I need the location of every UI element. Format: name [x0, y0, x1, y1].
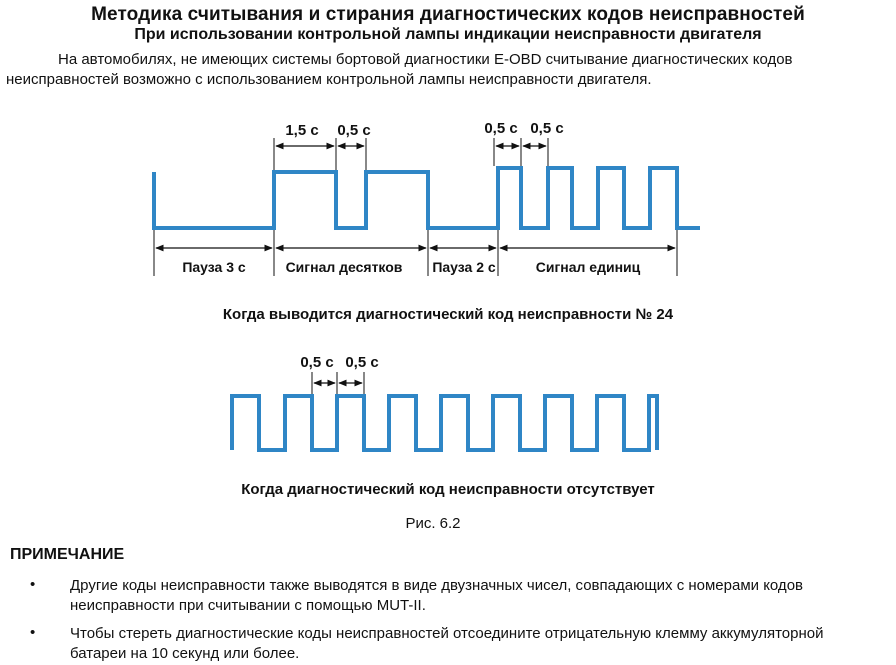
segment-pause-3s: Пауза 3 с [182, 259, 246, 275]
intro-paragraph: На автомобилях, не имеющих системы бортовой диагностики E-OBD считывание диагностических кодов неисправностей возможно с использованием контрольной лампы неисправности двигателя. [6, 51, 793, 88]
timing-label-2-a: 0,5 с [300, 354, 334, 371]
timing-label-0-5s-a: 0,5 с [337, 122, 371, 139]
bullet-icon: • [30, 576, 36, 593]
no-code-waveform [232, 396, 657, 450]
page-subtitle: При использовании контрольной лампы индикации неисправности двигателя [134, 26, 762, 43]
timing-label-0-5s-b: 0,5 с [484, 120, 518, 137]
figure-label: Рис. 6.2 [405, 515, 461, 532]
note-item: Другие коды неисправности также выводятся в виде двузначных чисел, совпадающих с номерами кодов неисправности при считывании с помощью MUT-II. [70, 577, 804, 614]
note-title: ПРИМЕЧАНИЕ [10, 546, 125, 563]
top-guides-1 [274, 138, 548, 170]
timing-label-1-5s: 1,5 с [285, 122, 319, 139]
segment-tens-signal: Сигнал десятков [285, 259, 403, 275]
segment-units-signal: Сигнал единиц [535, 259, 641, 275]
diagram2-caption: Когда диагностический код неисправности отсутствует [241, 481, 655, 498]
diagram1-caption: Когда выводится диагностический код неисправности № 24 [222, 306, 674, 323]
bullet-icon: • [30, 624, 36, 641]
segment-pause-2s: Пауза 2 с [432, 259, 496, 275]
timing-label-0-5s-c: 0,5 с [530, 120, 564, 137]
timing-label-2-b: 0,5 с [345, 354, 379, 371]
note-item: Чтобы стереть диагностические коды неисправностей отсоедините отрицательную клемму аккумуляторной батареи на 10 секунд или более. [70, 625, 824, 662]
code-24-waveform [154, 168, 700, 228]
page-title: Методика считывания и стирания диагностических кодов неисправностей [91, 4, 805, 25]
